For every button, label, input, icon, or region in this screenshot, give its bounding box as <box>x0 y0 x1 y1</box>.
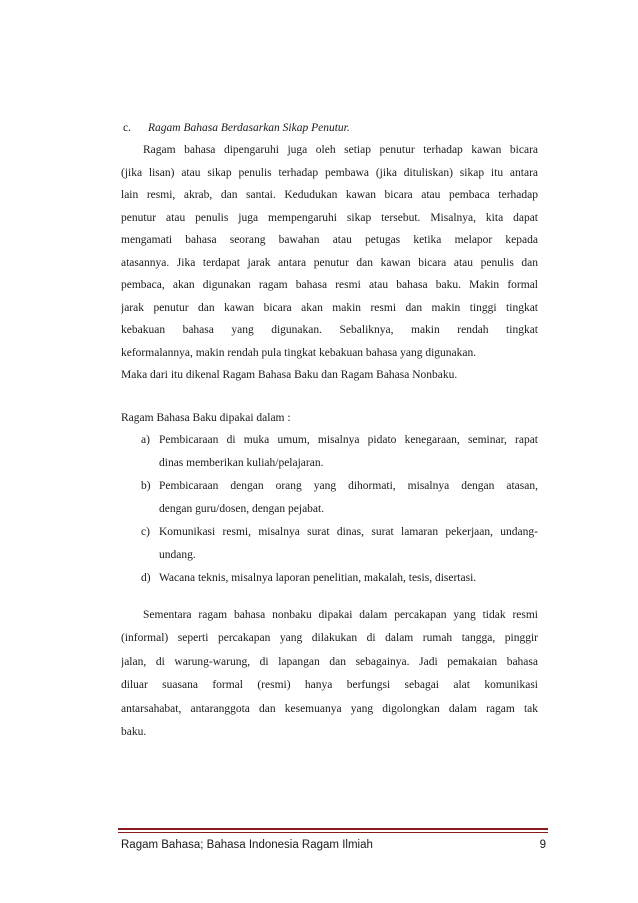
paragraph-line: mengamati bahasa seorang bawahan atau petugas ketika melapor kepada <box>121 234 538 246</box>
list-item-line: Wacana teknis, misalnya laporan penelitian, makalah, tesis, disertasi. <box>159 571 477 584</box>
list-item-line: Pembicaraan di muka umum, misalnya pidato kenegaraan, seminar, rapat <box>159 433 538 446</box>
list-item <box>121 567 538 590</box>
list-marker: c) <box>141 525 150 538</box>
paragraph-line: keformalannya, makin rendah pula tingkat kebakuan bahasa yang digunakan. <box>121 346 477 359</box>
list-item-line: dinas memberikan kuliah/pelajaran. <box>159 456 324 469</box>
section-heading <box>121 117 538 139</box>
paragraph-line: Sementara ragam bahasa nonbaku dipakai dalam percakapan yang tidak resmi <box>143 608 538 621</box>
paragraph-line: atasannya. Jika terdapat jarak antara penutur dan kawan bicara atau penulis dan <box>121 256 538 269</box>
paragraph-nonbaku <box>121 604 538 745</box>
paragraph-line: baku. <box>121 726 147 738</box>
footer-divider-thin <box>118 832 548 833</box>
list-item-line: Pembicaraan dengan orang yang dihormati, misalnya dengan atasan, <box>159 479 538 492</box>
list-item <box>121 429 538 475</box>
paragraph-line: antarsahabat, antaranggota dan kesemuanya yang digolongkan dalam ragam tak <box>121 702 538 715</box>
paragraph-line: jalan, di warung-warung, di lapangan dan sebagainya. Jadi pemakaian bahasa <box>121 655 538 668</box>
paragraph-line: (jika lisan) atau sikap penulis terhadap pembawa (jika dituliskan) sikap itu antara <box>121 166 538 179</box>
list-marker: b) <box>141 479 151 492</box>
section-title: Ragam Bahasa Berdasarkan Sikap Penutur. <box>148 122 350 134</box>
list-marker: a) <box>141 433 150 446</box>
paragraph-line: Ragam bahasa dipengaruhi juga oleh setiap penutur terhadap kawan bicara <box>143 144 538 156</box>
paragraph-line: penutur atau penulis juga mempengaruhi sikap tersebut. Misalnya, kita dapat <box>121 211 538 224</box>
list-item <box>121 475 538 521</box>
paragraph-sikap-penutur <box>121 139 538 364</box>
list-item <box>121 521 538 567</box>
paragraph-line: kebakuan bahasa yang digunakan. Sebaliknya, makin rendah tingkat <box>121 324 538 336</box>
page-content <box>121 117 538 745</box>
footer-divider <box>118 828 548 830</box>
section-marker: c. <box>123 122 131 134</box>
footer-title: Ragam Bahasa; Bahasa Indonesia Ragam Ilmiah <box>121 839 373 851</box>
list-item-line: undang. <box>159 548 196 561</box>
paragraph-line: (informal) seperti percakapan yang dilakukan di dalam rumah tangga, pinggir <box>121 632 538 644</box>
list-title: Ragam Bahasa Baku dipakai dalam : <box>121 411 291 424</box>
list-marker: d) <box>141 571 151 584</box>
conclusion-line: Maka dari itu dikenal Ragam Bahasa Baku dan Ragam Bahasa Nonbaku. <box>121 369 458 381</box>
list-item-line: dengan guru/dosen, dengan pejabat. <box>159 502 325 515</box>
paragraph-line: diluar suasana formal (resmi) hanya berfungsi sebagai alat komunikasi <box>121 679 538 691</box>
list-item-line: Komunikasi resmi, misalnya surat dinas, surat lamaran pekerjaan, undang- <box>159 525 538 538</box>
paragraph-line: jarak penutur dan kawan bicara akan makin resmi dan makin tinggi tingkat <box>121 301 538 314</box>
paragraph-line: pembaca, akan digunakan ragam bahasa resmi atau bahasa baku. Makin formal <box>121 279 538 291</box>
paragraph-line: lain resmi, akrab, dan santai. Kedudukan kawan bicara atau pembaca terhadap <box>121 189 538 201</box>
page-number: 9 <box>539 839 546 851</box>
